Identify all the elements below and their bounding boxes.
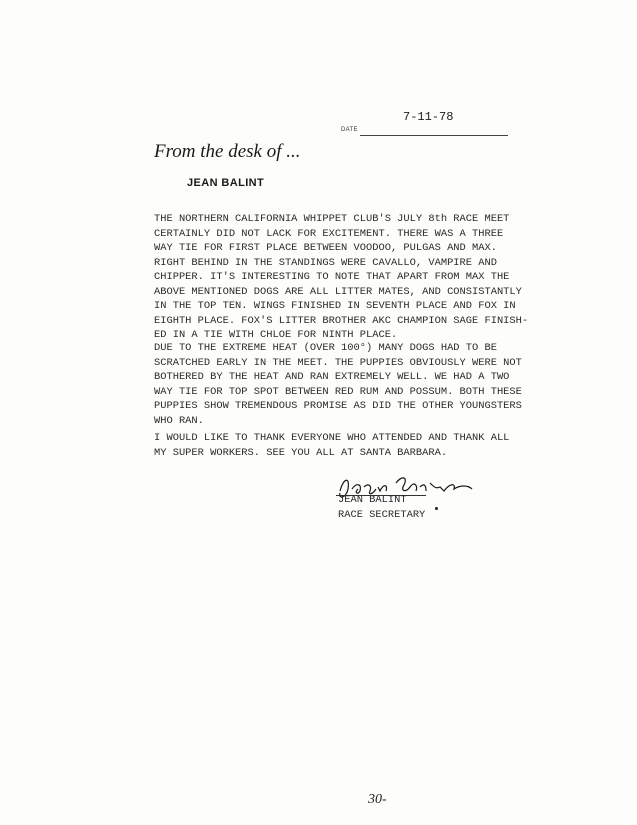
paragraph-race-results: THE NORTHERN CALIFORNIA WHIPPET CLUB'S JULY 8th RACE MEET CERTAINLY DID NOT LACK FOR EXCITEMENT. THERE WAS A THREE WAY TIE FOR FIRST PLACE BETWEEN VOODOO, PULGAS AND MAX. RIGHT BEHIND IN THE STANDINGS WERE CAVALLO, VAMPIRE AND CHIPPER. IT'S INTERESTING TO NOTE THAT APART FROM MAX THE ABOVE MENTIONED DOGS ARE ALL LITTER MATES, AND CONSISTANTLY IN THE TOP TEN. WINGS FINISHED IN SEVENTH PLACE AND FOX IN EIGHTH PLACE. FOX'S LITTER BROTHER AKC CHAMPION SAGE FINISH- ED IN A TIE WITH CHLOE FOR NINTH PLACE.: [154, 213, 529, 341]
signature-name: JEAN BALINT: [338, 494, 407, 506]
letterhead-heading: From the desk of ...: [154, 141, 301, 162]
ink-dot: [435, 507, 438, 510]
paragraph-heat-puppies: DUE TO THE EXTREME HEAT (OVER 100°) MANY DOGS HAD TO BE SCRATCHED EARLY IN THE MEET. THE PUPPIES OBVIOUSLY WERE NOT BOTHERED BY THE HEAT AND RAN EXTREMELY WELL. WE HAD A TWO WAY TIE FOR TOP SPOT BETWEEN RED RUM AND POSSUM. BOTH THESE PUPPIES SHOW TREMENDOUS PROMISE AS DID THE OTHER YOUNGSTERS WHO RAN.: [154, 342, 522, 427]
letterhead-name: JEAN BALINT: [187, 177, 265, 189]
date-value: 7-11-78: [403, 110, 454, 124]
date-underline: [360, 135, 508, 136]
date-label: DATE: [341, 127, 358, 133]
page-number: 30-: [368, 792, 387, 807]
paragraph-thanks: I WOULD LIKE TO THANK EVERYONE WHO ATTENDED AND THANK ALL MY SUPER WORKERS. SEE YOU ALL AT SANTA BARBARA.: [154, 432, 510, 459]
signature-title: RACE SECRETARY: [338, 509, 426, 521]
